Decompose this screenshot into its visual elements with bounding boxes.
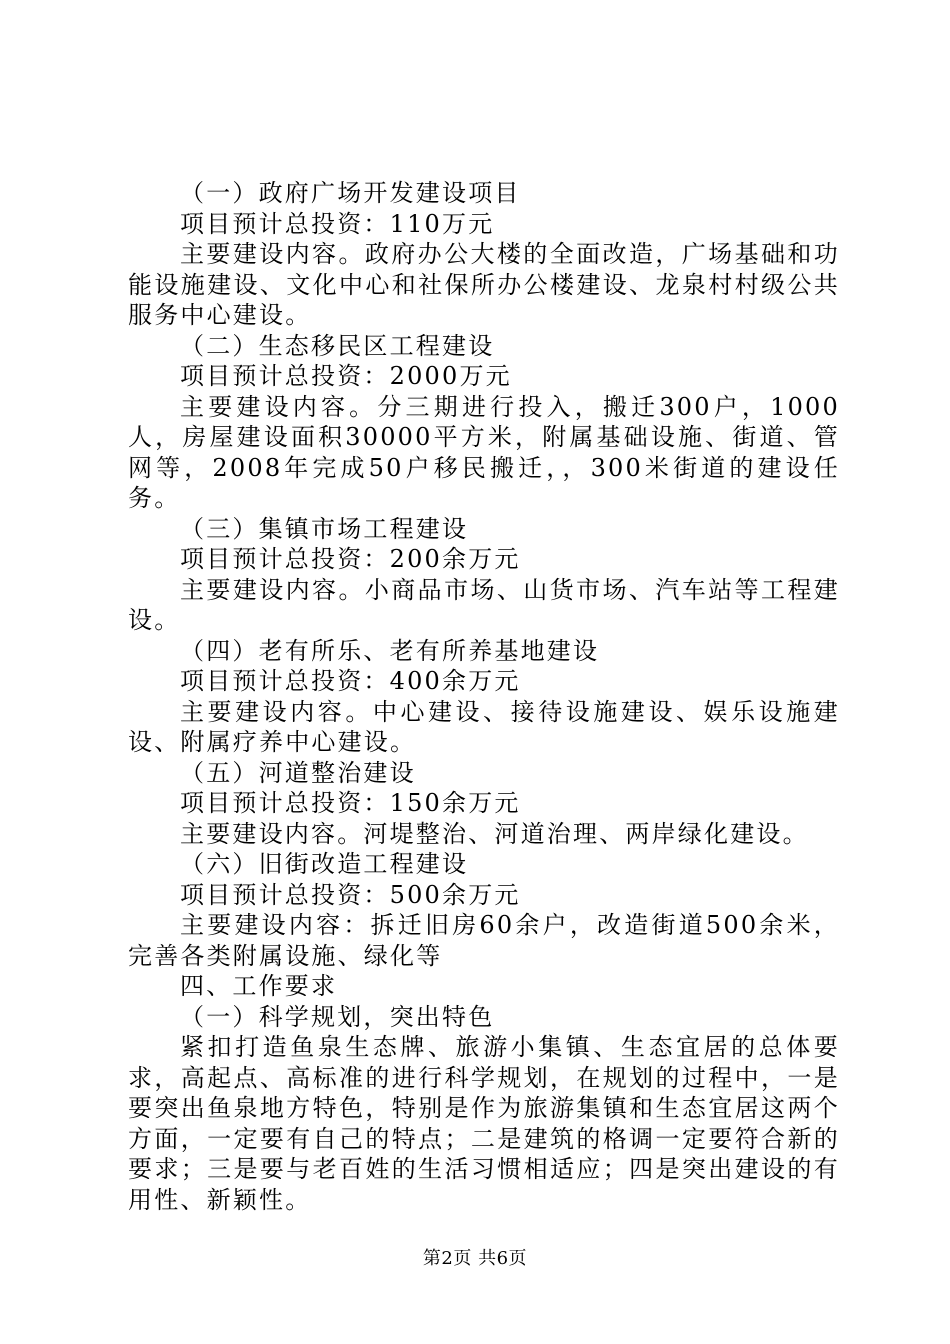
subsection-heading-planning: （一）科学规划，突出特色 [180, 1002, 495, 1031]
page-footer: 第2页 共6页 [422, 1248, 528, 1269]
investment-line-5: 项目预计总投资：150余万元 [180, 789, 521, 817]
investment-line-2: 项目预计总投资：2000万元 [180, 362, 512, 390]
content-paragraph-1: 主要建设内容。政府办公大楼的全面改造，广场基础和功能设施建设、文化中心和社保所办公楼建设、龙泉村村级公共服务中心建设。 [128, 240, 840, 329]
section-heading-4: （四）老有所乐、老有所养基地建设 [180, 636, 600, 665]
section-heading-2: （二）生态移民区工程建设 [180, 331, 495, 360]
content-paragraph-planning: 紧扣打造鱼泉生态牌、旅游小集镇、生态宜居的总体要求，高起点、高标准的进行科学规划，在规划的过程中，一是要突出鱼泉地方特色，特别是作为旅游集镇和生态宜居这两个方面，一定要有自己的特点；二是建筑的格调一定要符合新的要求；三是要与老百姓的生活习惯相适应；四是突出建设的有用性、新颖性。 [128, 1033, 840, 1214]
investment-line-1: 项目预计总投资：110万元 [180, 209, 495, 238]
content-paragraph-4: 主要建设内容。中心建设、接待设施建设、娱乐设施建设、附属疗养中心建设。 [128, 697, 840, 756]
content-paragraph-3: 主要建设内容。小商品市场、山货市场、汽车站等工程建设。 [128, 575, 840, 634]
section-heading-3: （三）集镇市场工程建设 [180, 514, 469, 543]
section-heading-6: （六）旧街改造工程建设 [180, 850, 469, 878]
section-heading-5: （五）河道整治建设 [180, 758, 416, 787]
investment-line-6: 项目预计总投资：500余万元 [180, 880, 521, 909]
content-paragraph-6: 主要建设内容：拆迁旧房60余户，改造街道500余米，完善各类附属设施、绿化等 [128, 911, 840, 970]
document-body [128, 178, 840, 1215]
section-heading-1: （一）政府广场开发建设项目 [180, 179, 521, 207]
chapter-heading-work-requirements: 四、工作要求 [180, 972, 338, 1000]
investment-line-3: 项目预计总投资：200余万元 [180, 545, 521, 573]
content-paragraph-2: 主要建设内容。分三期进行投入，搬迁300户，1000人，房屋建设面积30000平方米，附属基础设施、街道、管网等，2008年完成50户移民搬迁，，300米街道的建设任务。 [128, 392, 840, 512]
content-paragraph-5: 主要建设内容。河堤整治、河道治理、两岸绿化建设。 [180, 819, 809, 848]
investment-line-4: 项目预计总投资：400余万元 [180, 667, 521, 695]
